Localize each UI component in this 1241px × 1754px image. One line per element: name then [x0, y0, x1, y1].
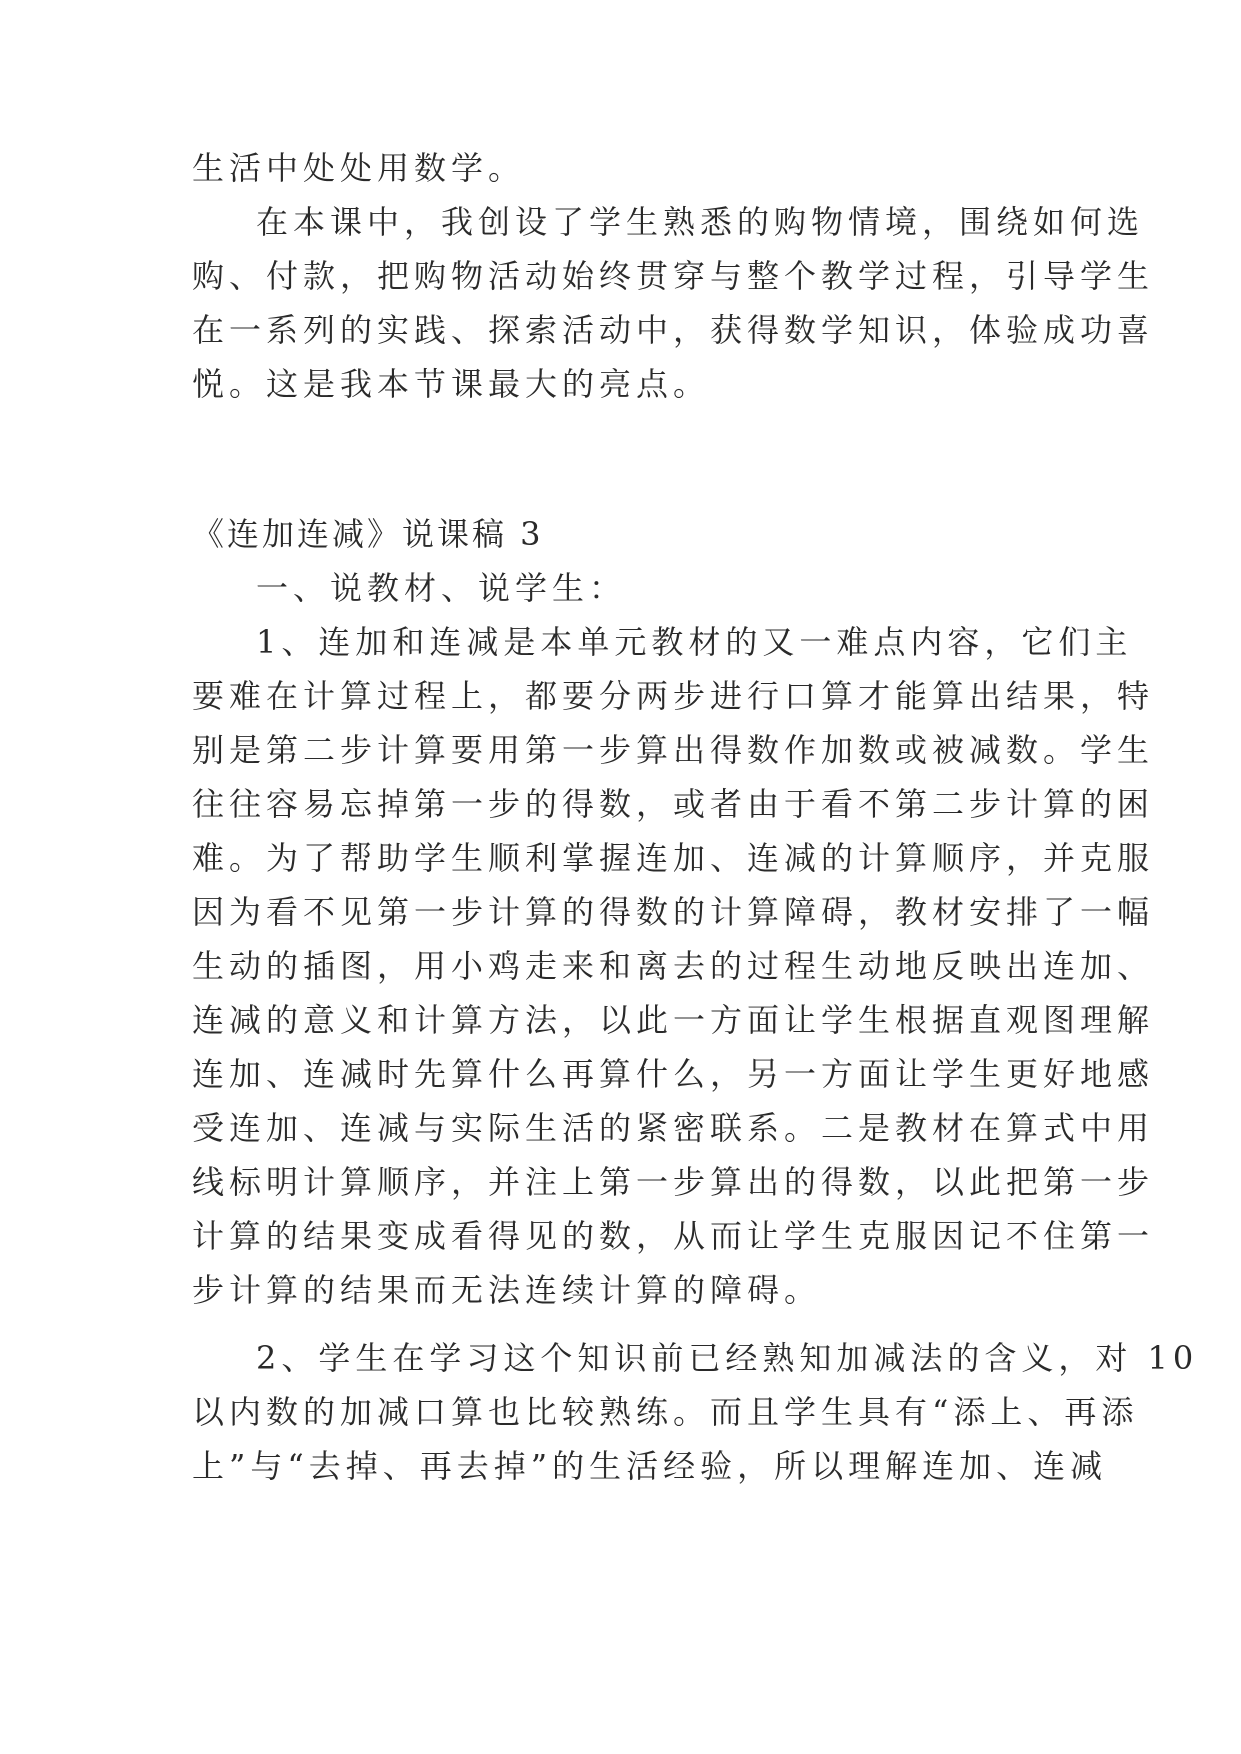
text-line: 难。为了帮助学生顺利掌握连加、连减的计算顺序，并克服	[192, 839, 1155, 877]
text-line: 要难在计算过程上，都要分两步进行口算才能算出结果，特	[192, 677, 1155, 715]
subheading: 一、说教材、说学生：	[256, 569, 627, 607]
text-line: 悦。这是我本节课最大的亮点。	[192, 365, 711, 403]
text-line: 线标明计算顺序，并注上第一步算出的得数，以此把第一步	[192, 1163, 1155, 1201]
section-heading: 《连加连减》说课稿 3	[192, 515, 544, 553]
text-line: 生动的插图，用小鸡走来和离去的过程生动地反映出连加、	[192, 947, 1155, 985]
text-line: 2、学生在学习这个知识前已经熟知加减法的含义，对 10	[256, 1339, 1199, 1377]
text-line: 连加、连减时先算什么再算什么，另一方面让学生更好地感	[192, 1055, 1155, 1093]
text-line: 别是第二步计算要用第一步算出得数作加数或被减数。学生	[192, 731, 1155, 769]
text-line: 生活中处处用数学。	[192, 149, 526, 187]
text-line: 以内数的加减口算也比较熟练。而且学生具有“添上、再添	[192, 1393, 1139, 1431]
text-line: 计算的结果变成看得见的数，从而让学生克服因记不住第一	[192, 1217, 1155, 1255]
text-line: 购、付款，把购物活动始终贯穿与整个教学过程，引导学生	[192, 257, 1155, 295]
text-line: 步计算的结果而无法连续计算的障碍。	[192, 1271, 822, 1309]
text-line: 受连加、连减与实际生活的紧密联系。二是教材在算式中用	[192, 1109, 1155, 1147]
text-line: 因为看不见第一步计算的得数的计算障碍，教材安排了一幅	[192, 893, 1155, 931]
text-line: 在一系列的实践、探索活动中，获得数学知识，体验成功喜	[192, 311, 1155, 349]
text-line: 1、连加和连减是本单元教材的又一难点内容，它们主	[256, 623, 1133, 661]
text-line: 连减的意义和计算方法，以此一方面让学生根据直观图理解	[192, 1001, 1155, 1039]
text-line: 上”与“去掉、再去掉”的生活经验，所以理解连加、连减	[192, 1447, 1108, 1485]
text-line: 往往容易忘掉第一步的得数，或者由于看不第二步计算的困	[192, 785, 1155, 823]
text-line: 在本课中，我创设了学生熟悉的购物情境，围绕如何选	[256, 203, 1145, 241]
